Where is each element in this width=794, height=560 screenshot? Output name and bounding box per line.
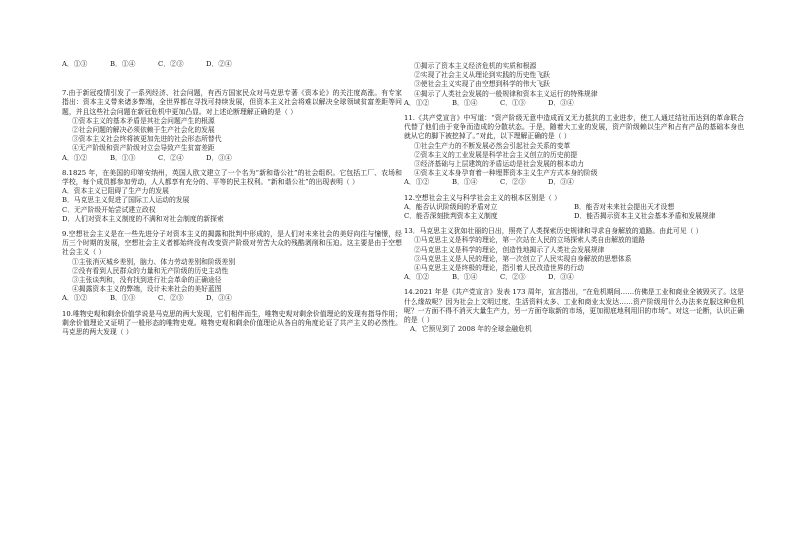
q11-options <box>404 178 744 187</box>
option: D．③④ <box>548 98 574 107</box>
question-8-stem: 8.1825 年，在美国的印第安纳州，英国人欧文建立了一个名为“新和谐公社”的社会组织。它包括工厂、农场和学校，每个成员都参加劳动，人人都享有充分的、平等的民主权利。“新和谐公社”的出现表明（ ） <box>62 168 402 187</box>
q11-item: ①社会生产力的不断发展必然会引起社会关系的变革 <box>414 141 571 150</box>
q13-item: ②马克思主义是科学的理论，创造性地揭示了人类社会发展规律 <box>414 245 605 254</box>
question-14-stem: 14.2021 年是《共产党宣言》发表 173 周年，宣言指出，“在危机期间……仿佛是工业和商业全被毁灭了。这是什么缘故呢？因为社会上文明过度、生活资料太多、工业和商业太发达……资产阶级用什么办法来克服这种危机呢？一方面不得不消灭大量生产力，另一方面夺取新的市场，更加彻底地利用旧的市场”。对这一论断，认识正确的是（ ） <box>404 288 744 325</box>
option: B．①④ <box>452 273 478 282</box>
q12-options-row <box>404 212 744 221</box>
option: A．①③ <box>62 60 88 68</box>
q7-options <box>62 154 402 163</box>
q10-item: ②实现了社会主义从理论到实践的历史性飞跃 <box>414 71 550 80</box>
q9-item: ③主张谈判和，没有找到进行社会革命的正确途径 <box>72 276 222 285</box>
question-10-stem: 10.唯物史观和剩余价值学说是马克思的两大发现，它们相伴而生，唯物史观对剩余价值理论的发现有指导作用；剩余价值理论又证明了一般形态的唯物史观。唯物史观和剩余价值理论从各自的角度论证了共产主义的必然性。马克思的两大发现（ ） <box>62 309 402 337</box>
option: C．①③ <box>500 98 526 107</box>
q13-item: ①马克思主义是科学的理论，第一次站在人民的立场探索人类自由解放的道路 <box>414 236 646 245</box>
option: A．①② <box>404 98 430 107</box>
option: A．①② <box>404 178 430 187</box>
q10-item: ④揭示了人类社会发展的一般规律和资本主义运行的特殊规律 <box>414 89 598 98</box>
option: A．①② <box>62 294 88 303</box>
option: C．②③ <box>500 273 526 282</box>
option: D．②④ <box>206 60 232 68</box>
option: B．①③ <box>110 294 136 303</box>
question-12-stem: 12.空想社会主义与科学社会主义的根本区别是（ ） <box>404 193 561 202</box>
option: B．①④ <box>452 178 478 187</box>
q10-options <box>404 99 744 108</box>
option: A．①② <box>62 153 88 162</box>
q8-option: D．人们对资本主义制度的不满和对社会制度的新探索 <box>62 214 224 223</box>
option: D．能否揭示资本主义社会基本矛盾和发展规律 <box>574 212 716 221</box>
q6-options <box>62 60 402 69</box>
question-13-stem: 13．马克思主义犹如壮丽的日出，照亮了人类探索历史规律和寻求自身解放的道路。由此可见（ ） <box>404 227 703 236</box>
option: B．①④ <box>110 60 136 68</box>
question-7-stem: 7.由于新冠疫情引发了一系列经济、社会问题，有西方国家民众对马克思专著《资本论》的关注度高涨。有专家指出：资本主义带来诸多弊端，全世界都在寻找可持续发展，但资本主义社会将难以解决全球领域贫富差距等问题，并且这些社会问题在新冠危机中更加凸显。对上述论断理解正确的是（ ） <box>62 89 402 116</box>
option: C．能否深刻批判资本主义制度 <box>404 212 498 221</box>
q13-options <box>404 273 744 282</box>
q13-item: ③马克思主义是人民的理论，第一次创立了人民实现自身解放的思想体系 <box>414 254 632 263</box>
q7-item: ④无产阶级和资产阶级对立会导致产生贫富差距 <box>72 144 215 153</box>
option: B．①④ <box>452 98 478 107</box>
q8-option: B．马克思主义促进了国际工人运动的发展 <box>62 196 190 205</box>
option: D．③④ <box>548 273 574 282</box>
q9-item: ①主张消灭城乡差别，脑力、体力劳动差别和阶级差别 <box>72 257 236 266</box>
q8-option: A．资本主义已阻碍了生产力的发展 <box>62 187 169 196</box>
right-column <box>404 62 744 334</box>
q10-item: ③使社会主义实现了由空想到科学的伟大飞跃 <box>414 80 550 89</box>
q12-options-row <box>404 203 744 212</box>
q11-item: ③经济基础与上层建筑的矛盾运动是社会发展的根本动力 <box>414 160 584 169</box>
q13-item: ④马克思主义是终极的理论，指引着人民改造世界的行动 <box>414 264 584 273</box>
q9-item: ②没有看到人民群众的力量和无产阶级的历史主动性 <box>72 266 229 275</box>
option: B．能否对未来社会提出天才设想 <box>574 202 675 211</box>
option: C．②③ <box>158 294 184 303</box>
q11-item: ④资本主义本身孕育着一种埋葬资本主义生产方式本身的阶级 <box>414 169 598 178</box>
option: C．②③ <box>158 60 184 68</box>
option: D．③④ <box>206 153 232 162</box>
option: C．②③ <box>500 178 526 187</box>
option: C．②④ <box>158 153 184 162</box>
q7-item: ③资本主义社会终将被更加先进的社会形态所替代 <box>72 135 222 144</box>
option: D．③④ <box>548 178 574 187</box>
option: B．①③ <box>110 153 136 162</box>
q7-item: ①资本主义的基本矛盾是其社会问题产生的根源 <box>72 116 215 125</box>
question-9-stem: 9.空想社会主义是在一些先进分子对资本主义的揭露和批判中形成的，是人们对未来社会的美好向往与憧憬，经历三个时期的发展，空想社会主义者都始终没有改变资产阶级对劳苦大众的残酷剥削和压迫。这主要是由于空想社会主义（ ） <box>62 230 402 257</box>
q8-option: C．无产阶级开始尝试建立政权 <box>62 205 156 214</box>
q10-item: ①揭示了资本主义经济危机的实质和根源 <box>414 62 537 70</box>
option: A．能否认识阶级间的矛盾对立 <box>404 202 498 211</box>
option: A．①② <box>404 273 430 282</box>
q9-options <box>62 294 402 303</box>
option: D．③④ <box>206 294 232 303</box>
q14-option: A．它预见到了 2008 年的全球金融危机 <box>410 325 532 334</box>
q7-item: ②社会问题的解决必须依赖于生产社会化的发展 <box>72 126 215 135</box>
q9-item: ④揭露资本主义的弊端，设计未来社会的美好蓝图 <box>72 285 222 294</box>
left-column <box>62 60 402 337</box>
q11-item: ②资本主义的工业发展是科学社会主义创立的历史前提 <box>414 150 578 159</box>
question-11-stem: 11.《共产党宣言》中写道：“资产阶级无意中造成而又无力抵抗的工业进步，使工人通过结社而达到的革命联合代替了他们由于竞争而造成的分散状态。于是，随着大工业的发展，资产阶级赖以生产和占有产品的基础本身也就从它的脚下被挖掉了。”对此，以下理解正确的是（ ） <box>404 114 744 141</box>
